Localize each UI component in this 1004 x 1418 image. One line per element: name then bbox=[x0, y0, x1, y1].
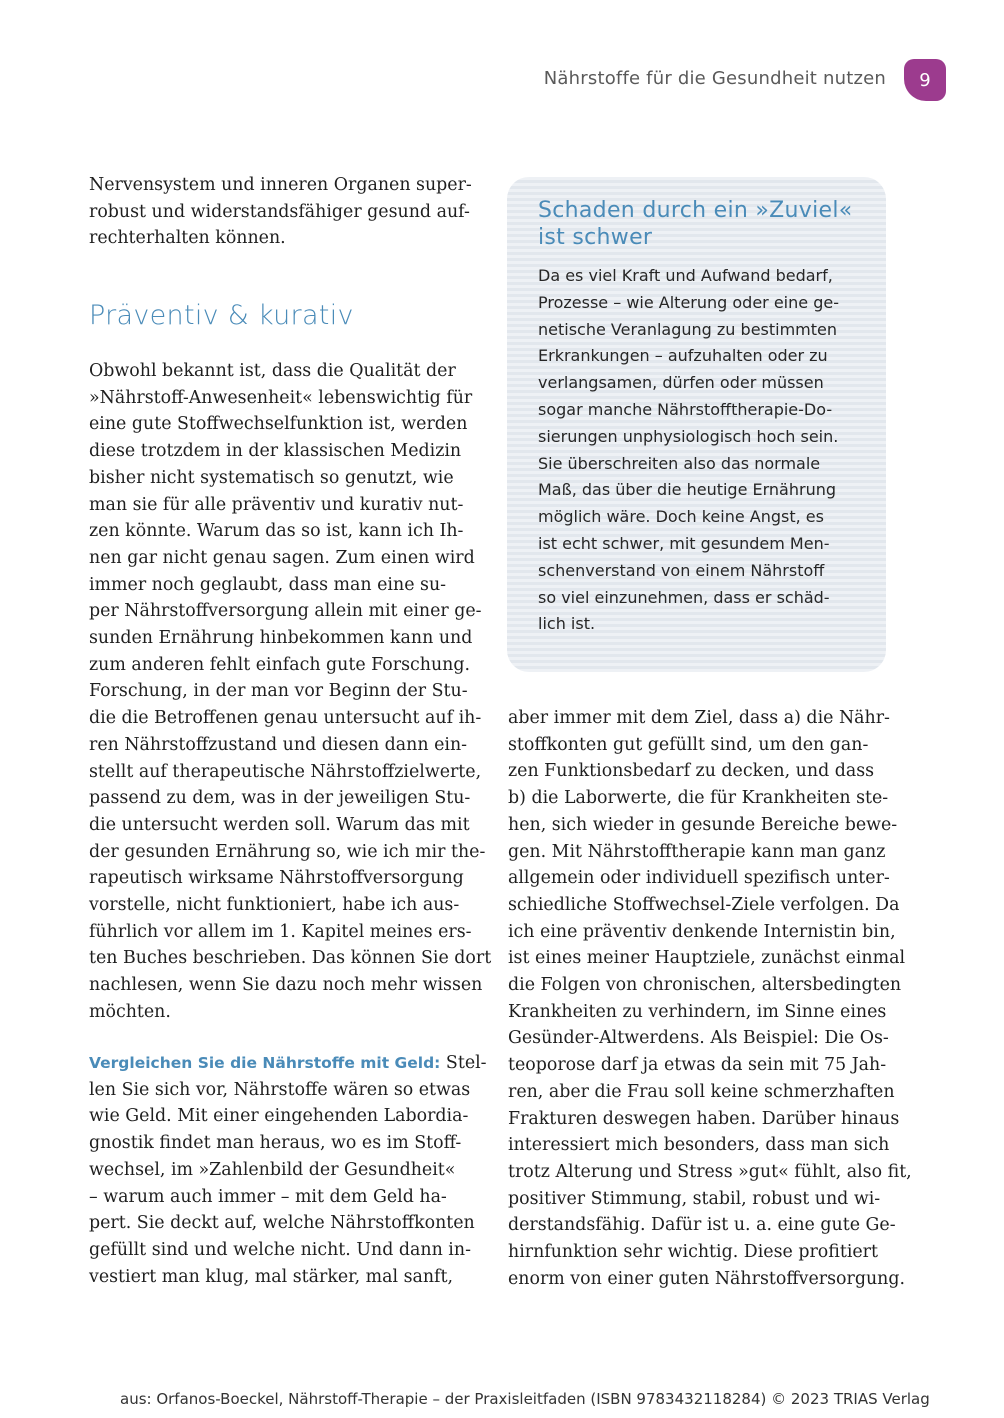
info-box-title-line: Schaden durch ein »Zuviel« bbox=[538, 198, 853, 223]
text-line: rechterhalten können. bbox=[89, 228, 286, 249]
text-line: diese trotzdem in der klassischen Medizin bbox=[89, 441, 462, 462]
text-line: zum anderen fehlt einfach gute Forschung. bbox=[89, 654, 471, 675]
text-line: hen, sich wieder in gesunde Bereiche bewe- bbox=[508, 814, 898, 835]
text-line: Erkrankungen – aufzuhalten oder zu bbox=[538, 346, 828, 366]
text-line: gnostik findet man heraus, wo es im Stoff- bbox=[89, 1133, 462, 1154]
text-line: Nervensystem und inneren Organen super- bbox=[89, 175, 472, 195]
text-line: so viel einzunehmen, dass er schäd- bbox=[538, 587, 830, 607]
text-line: per Nährstoffversorgung allein mit einer ge- bbox=[89, 601, 482, 622]
text-line: vestiert man klug, mal stärker, mal sanft, bbox=[89, 1266, 454, 1287]
text-line: zen Funktionsbedarf zu decken, und dass bbox=[508, 761, 875, 782]
text-line: ren, aber die Frau soll keine schmerzhaften bbox=[508, 1081, 895, 1102]
text-line: Maß, das über die heutige Ernährung bbox=[538, 480, 837, 500]
text-line: nachlesen, wenn Sie dazu noch mehr wissen bbox=[89, 975, 483, 996]
text-line: stoffkonten gut gefüllt sind, um den gan- bbox=[508, 734, 869, 755]
text-line: ist echt schwer, mit gesundem Men- bbox=[538, 533, 830, 553]
text-line: Krankheiten zu verhindern, im Sinne eines bbox=[508, 1001, 887, 1022]
text-line: – warum auch immer – mit dem Geld ha- bbox=[89, 1186, 447, 1207]
text-line: positiver Stimmung, stabil, robust und wi- bbox=[508, 1188, 881, 1209]
text-line: gen. Mit Nährstofftherapie kann man ganz bbox=[508, 841, 886, 862]
text-line: rapeutisch wirksame Nährstoffversorgung bbox=[89, 868, 464, 889]
text-line: aber immer mit dem Ziel, dass a) die Nähr- bbox=[508, 708, 890, 728]
text-line: eine gute Stoffwechselfunktion ist, werden bbox=[89, 414, 468, 435]
text-line: führlich vor allem im 1. Kapitel meines ers- bbox=[89, 921, 472, 942]
text-line: möchten. bbox=[89, 1001, 171, 1022]
info-box-title-line: ist schwer bbox=[538, 225, 653, 250]
left-column-intro bbox=[89, 172, 472, 252]
text-line: nen gar nicht genau sagen. Zum einen wird bbox=[89, 547, 475, 568]
text-line: vorstelle, nicht funktioniert, habe ich aus- bbox=[89, 895, 460, 916]
section-heading: Präventiv & kurativ bbox=[89, 300, 354, 331]
text-line: zen könnte. Warum das so ist, kann ich Ih- bbox=[89, 521, 464, 542]
text-line: Sie überschreiten also das normale bbox=[538, 453, 821, 473]
text-line: die die Betroffenen genau untersucht auf ih- bbox=[89, 708, 482, 729]
page-number: 9 bbox=[919, 69, 931, 91]
text-line: »Nährstoff-Anwesenheit« lebenswichtig für bbox=[89, 387, 473, 408]
text-line: sunden Ernährung hinbekommen kann und bbox=[89, 628, 473, 649]
text-line: verlangsamen, dürfen oder müssen bbox=[538, 373, 824, 393]
text-line: Frakturen deswegen haben. Darüber hinaus bbox=[508, 1108, 900, 1129]
text-line: gefüllt sind und welche nicht. Und dann in- bbox=[89, 1239, 471, 1260]
text-line: man sie für alle präventiv und kurativ nut- bbox=[89, 494, 464, 515]
text-line: netische Veranlagung zu bestimmten bbox=[538, 319, 838, 339]
text-line: derstandsfähig. Dafür ist u. a. eine gute Ge- bbox=[508, 1215, 896, 1236]
text-line: Obwohl bekannt ist, dass die Qualität der bbox=[89, 361, 456, 381]
text-line: möglich wäre. Doch keine Angst, es bbox=[538, 507, 824, 527]
runin-label: Vergleichen Sie die Nährstoffe mit Geld: bbox=[89, 1054, 441, 1072]
text-line bbox=[89, 1050, 487, 1077]
text-line: interessiert mich besonders, dass man sich bbox=[508, 1135, 890, 1156]
text-line: pert. Sie deckt auf, welche Nährstoffkonten bbox=[89, 1213, 475, 1234]
text-line: die Folgen von chronischen, altersbedingten bbox=[508, 975, 902, 996]
text-line: sogar manche Nährstofftherapie-Do- bbox=[538, 399, 833, 419]
text-line: schiedliche Stoffwechsel-Ziele verfolgen. Da bbox=[508, 894, 900, 915]
text-line: sierungen unphysiologisch hoch sein. bbox=[538, 426, 839, 446]
info-box-body bbox=[538, 263, 873, 638]
text-line: der gesunden Ernährung so, wie ich mir the- bbox=[89, 841, 486, 862]
text-line: Da es viel Kraft und Aufwand bedarf, bbox=[538, 266, 833, 285]
text-line: Forschung, in der man vor Beginn der Stu- bbox=[89, 681, 468, 702]
text-line: lich ist. bbox=[538, 614, 596, 634]
text-line: teoporose darf ja etwas da sein mit 75 Jah- bbox=[508, 1055, 887, 1076]
text-line: ich eine präventiv denkende Internistin bin, bbox=[508, 921, 896, 942]
text-line: wie Geld. Mit einer eingehenden Labordia- bbox=[89, 1106, 469, 1127]
text-line: hirnfunktion sehr wichtig. Diese profitiert bbox=[508, 1242, 878, 1263]
text-line: robust und widerstandsfähiger gesund auf- bbox=[89, 201, 470, 222]
runin-first-rest: Stel- bbox=[440, 1053, 487, 1073]
text-line: schenverstand von einem Nährstoff bbox=[538, 560, 825, 580]
text-line: len Sie sich vor, Nährstoffe wären so etwas bbox=[89, 1079, 471, 1100]
text-line: immer noch geglaubt, dass man eine su- bbox=[89, 574, 447, 595]
text-line: bisher nicht systematisch so genutzt, wie bbox=[89, 467, 454, 488]
text-line: ren Nährstoffzustand und diesen dann ein- bbox=[89, 734, 468, 755]
right-column-paragraph bbox=[508, 705, 912, 1292]
text-line: stellt auf therapeutische Nährstoffzielwerte, bbox=[89, 761, 482, 782]
text-line: ten Buches beschrieben. Das können Sie dort bbox=[89, 948, 492, 969]
text-line: trotz Alterung und Stress »gut« fühlt, also fit, bbox=[508, 1161, 912, 1182]
running-header-title: Nährstoffe für die Gesundheit nutzen bbox=[543, 68, 886, 89]
text-line: passend zu dem, was in der jeweiligen Stu- bbox=[89, 788, 471, 809]
text-line: allgemein oder individuell spezifisch unter- bbox=[508, 868, 890, 889]
text-line: wechsel, im »Zahlenbild der Gesundheit« bbox=[89, 1159, 456, 1180]
footer-citation: aus: Orfanos-Boeckel, Nährstoff-Therapie – der Praxisleitfaden (ISBN 9783432118284) © 2023 TRIAS Verlag bbox=[120, 1390, 930, 1408]
page-number-tab bbox=[904, 59, 946, 101]
text-line: Prozesse – wie Alterung oder eine ge- bbox=[538, 292, 839, 312]
left-column-paragraph bbox=[89, 358, 492, 1026]
text-line: die untersucht werden soll. Warum das mit bbox=[89, 814, 470, 835]
left-column-runin-paragraph bbox=[89, 1050, 487, 1290]
info-box-title bbox=[538, 197, 868, 251]
text-line: ist eines meiner Hauptziele, zunächst einmal bbox=[508, 948, 906, 969]
text-line: Gesünder-Altwerdens. Als Beispiel: Die Os- bbox=[508, 1028, 889, 1049]
text-line: b) die Laborwerte, die für Krankheiten ste- bbox=[508, 788, 889, 809]
text-line: enorm von einer guten Nährstoffversorgung. bbox=[508, 1268, 906, 1289]
